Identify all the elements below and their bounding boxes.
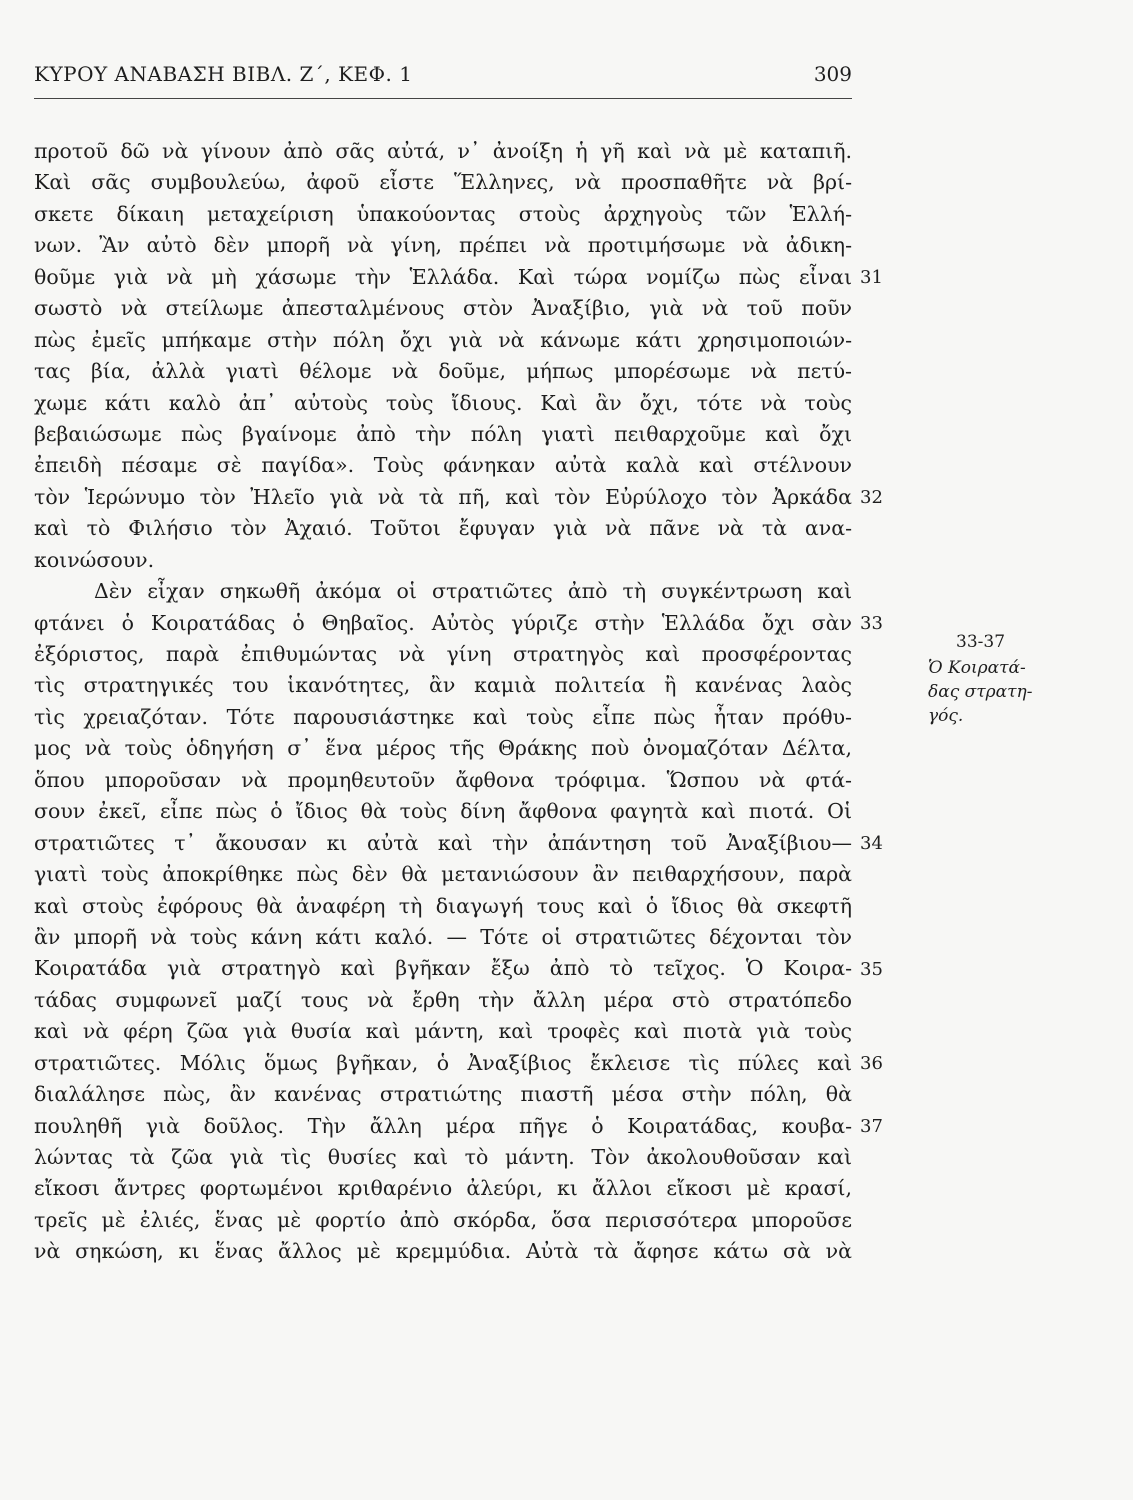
margin-note [928,630,1048,728]
header-rule [34,98,852,99]
text-line: ἂν μπορῆ νὰ τοὺς κάνη κάτι καλό. — Τότε οἱ στρατιῶτες δέχονται τὸν [34,924,852,949]
text-line: Καὶ σᾶς συμβουλεύω, ἀφοῦ εἶστε Ἕλληνες, νὰ προσπαθῆτε νὰ βρί- [34,170,852,195]
body-text [34,136,852,1268]
text-line: στρατιῶτες. Μόλις ὅμως βγῆκαν, ὁ Ἀναξίβιος ἔκλεισε τὶς πύλες καὶ [34,1050,852,1075]
text-line: ἐξόριστος, παρὰ ἐπιθυμώντας νὰ γίνη στρατηγὸς καὶ προσφέροντας [34,642,852,666]
margin-note-range: 33-37 [956,632,1006,652]
text-line: τὶς χρειαζόταν. Τότε παρουσιάστηκε καὶ τοὺς εἶπε πὼς ἦταν πρόθυ- [34,704,852,729]
text-line: διαλάλησε πὼς, ἂν κανένας στρατιώτης πιαστῆ μέσα στὴν πόλη, θὰ [34,1082,852,1107]
text-line: καὶ νὰ φέρη ζῶα γιὰ θυσία καὶ μάντη, καὶ τροφὲς καὶ πιοτὰ γιὰ τοὺς [34,1019,852,1044]
section-number: 31 [860,267,883,288]
text-line: ὅπου μποροῦσαν νὰ προμηθευτοῦν ἄφθονα τρόφιμα. Ὥσπου νὰ φτά- [34,767,852,792]
text-line: εἴκοσι ἄντρες φορτωμένοι κριθαρένιο ἀλεύρι, κι ἄλλοι εἴκοσι μὲ κρασί, [34,1176,852,1201]
margin-note-title: γός. [928,706,964,726]
text-line: καὶ τὸ Φιλήσιο τὸν Ἀχαιό. Τοῦτοι ἔφυγαν γιὰ νὰ πᾶνε νὰ τὰ ανα- [34,516,852,541]
section-number: 32 [860,487,883,508]
page-header [34,62,852,92]
text-line: προτοῦ δῶ νὰ γίνουν ἀπὸ σᾶς αὐτά, ν᾿ ἀνοίξη ἡ γῆ καὶ νὰ μὲ καταπιῆ. [34,139,852,163]
text-line: θοῦμε γιὰ νὰ μὴ χάσωμε τὴν Ἑλλάδα. Καὶ τώρα νομίζω πὼς εἶναι [34,264,852,289]
text-line: τάδας συμφωνεῖ μαζί τους νὰ ἔρθη τὴν ἄλλη μέρα στὸ στρατόπεδο [34,987,852,1012]
text-line: τὸν Ἱερώνυμο τὸν Ἠλεῖο γιὰ νὰ τὰ πῆ, καὶ τὸν Εὐρύλοχο τὸν Ἀρκάδα [34,484,852,509]
text-line: σκετε δίκαιη μεταχείριση ὑπακούοντας στοὺς ἀρχηγοὺς τῶν Ἑλλή- [34,201,852,226]
text-line: βεβαιώσωμε πὼς βγαίνομε ἀπὸ τὴν πόλη γιατὶ πειθαρχοῦμε καὶ ὄχι [34,421,852,446]
text-line: πὼς ἐμεῖς μπήκαμε στὴν πόλη ὄχι γιὰ νὰ κάνωμε κάτι χρησιμοποιών- [34,327,852,352]
text-line: κοινώσουν. [34,547,155,572]
text-line: γιατὶ τοὺς ἀποκρίθηκε πὼς δὲν θὰ μετανιώσουν ἂν πειθαρχήσουν, παρὰ [34,862,852,887]
text-line: σωστὸ νὰ στείλωμε ἀπεσταλμένους στὸν Ἀναξίβιο, γιὰ νὰ τοῦ ποῦν [34,296,852,321]
section-number: 34 [860,833,883,854]
text-line: νὰ σηκώση, κι ἕνας ἄλλος μὲ κρεμμύδια. Αὐτὰ τὰ ἄφησε κάτω σὰ νὰ [34,1239,852,1264]
page-number: 309 [813,62,852,86]
text-line: φτάνει ὁ Κοιρατάδας ὁ Θηβαῖος. Αὐτὸς γύριζε στὴν Ἑλλάδα ὄχι σὰν [34,610,852,635]
section-number: 37 [860,1116,883,1137]
margin-note-title: Ὁ Κοιρατά- [928,658,1026,678]
text-line: τὶς στρατηγικές του ἱκανότητες, ἂν καμιὰ πολιτεία ἢ κανένας λαὸς [34,673,852,698]
text-line: λώντας τὰ ζῶα γιὰ τὶς θυσίες καὶ τὸ μάντη. Τὸν ἀκολουθοῦσαν καὶ [34,1145,852,1169]
running-title: ΚΥΡΟΥ ΑΝΑΒΑΣΗ ΒΙΒΛ. Ζ΄, ΚΕΦ. 1 [34,62,413,86]
text-line: ἐπειδὴ πέσαμε σὲ παγίδα». Τοὺς φάνηκαν αὐτὰ καλὰ καὶ στέλνουν [34,453,852,478]
section-number: 35 [860,959,883,980]
margin-note-title: δας στρατη- [928,682,1033,702]
text-line: τρεῖς μὲ ἐλιές, ἕνας μὲ φορτίο ἀπὸ σκόρδα, ὅσα περισσότερα μποροῦσε [34,1207,852,1232]
text-line: τας βία, ἀλλὰ γιατὶ θέλομε νὰ δοῦμε, μήπως μπορέσωμε νὰ πετύ- [34,359,852,384]
text-line: μος νὰ τοὺς ὁδηγήση σ᾿ ἕνα μέρος τῆς Θράκης ποὺ ὀνομαζόταν Δέλτα, [34,736,852,761]
section-number: 33 [860,613,883,634]
text-line: χωμε κάτι καλὸ ἀπ᾿ αὐτοὺς τοὺς ἴδιους. Καὶ ἂν ὄχι, τότε νὰ τοὺς [34,390,852,415]
text-line: νων. Ἂν αὐτὸ δὲν μπορῆ νὰ γίνη, πρέπει νὰ προτιμήσωμε νὰ ἀδικη- [34,233,852,258]
text-line: καὶ στοὺς ἐφόρους θὰ ἀναφέρη τὴ διαγωγή τους καὶ ὁ ἴδιος θὰ σκεφτῆ [34,893,852,918]
section-number: 36 [860,1053,883,1074]
text-line: πουληθῆ γιὰ δοῦλος. Τὴν ἄλλη μέρα πῆγε ὁ Κοιρατάδας, κουβα- [34,1113,852,1138]
text-line: σουν ἐκεῖ, εἶπε πὼς ὁ ἴδιος θὰ τοὺς δίνη ἄφθονα φαγητὰ καὶ πιοτά. Οἱ [34,799,852,824]
text-line: στρατιῶτες τ᾿ ἄκουσαν κι αὐτὰ καὶ τὴν ἀπάντηση τοῦ Ἀναξίβιου— [34,830,852,855]
text-line: Δὲν εἶχαν σηκωθῆ ἀκόμα οἱ στρατιῶτες ἀπὸ τὴ συγκέντρωση καὶ [94,579,852,604]
text-line: Κοιρατάδα γιὰ στρατηγὸ καὶ βγῆκαν ἔξω ἀπὸ τὸ τεῖχος. Ὁ Κοιρα- [34,956,852,981]
